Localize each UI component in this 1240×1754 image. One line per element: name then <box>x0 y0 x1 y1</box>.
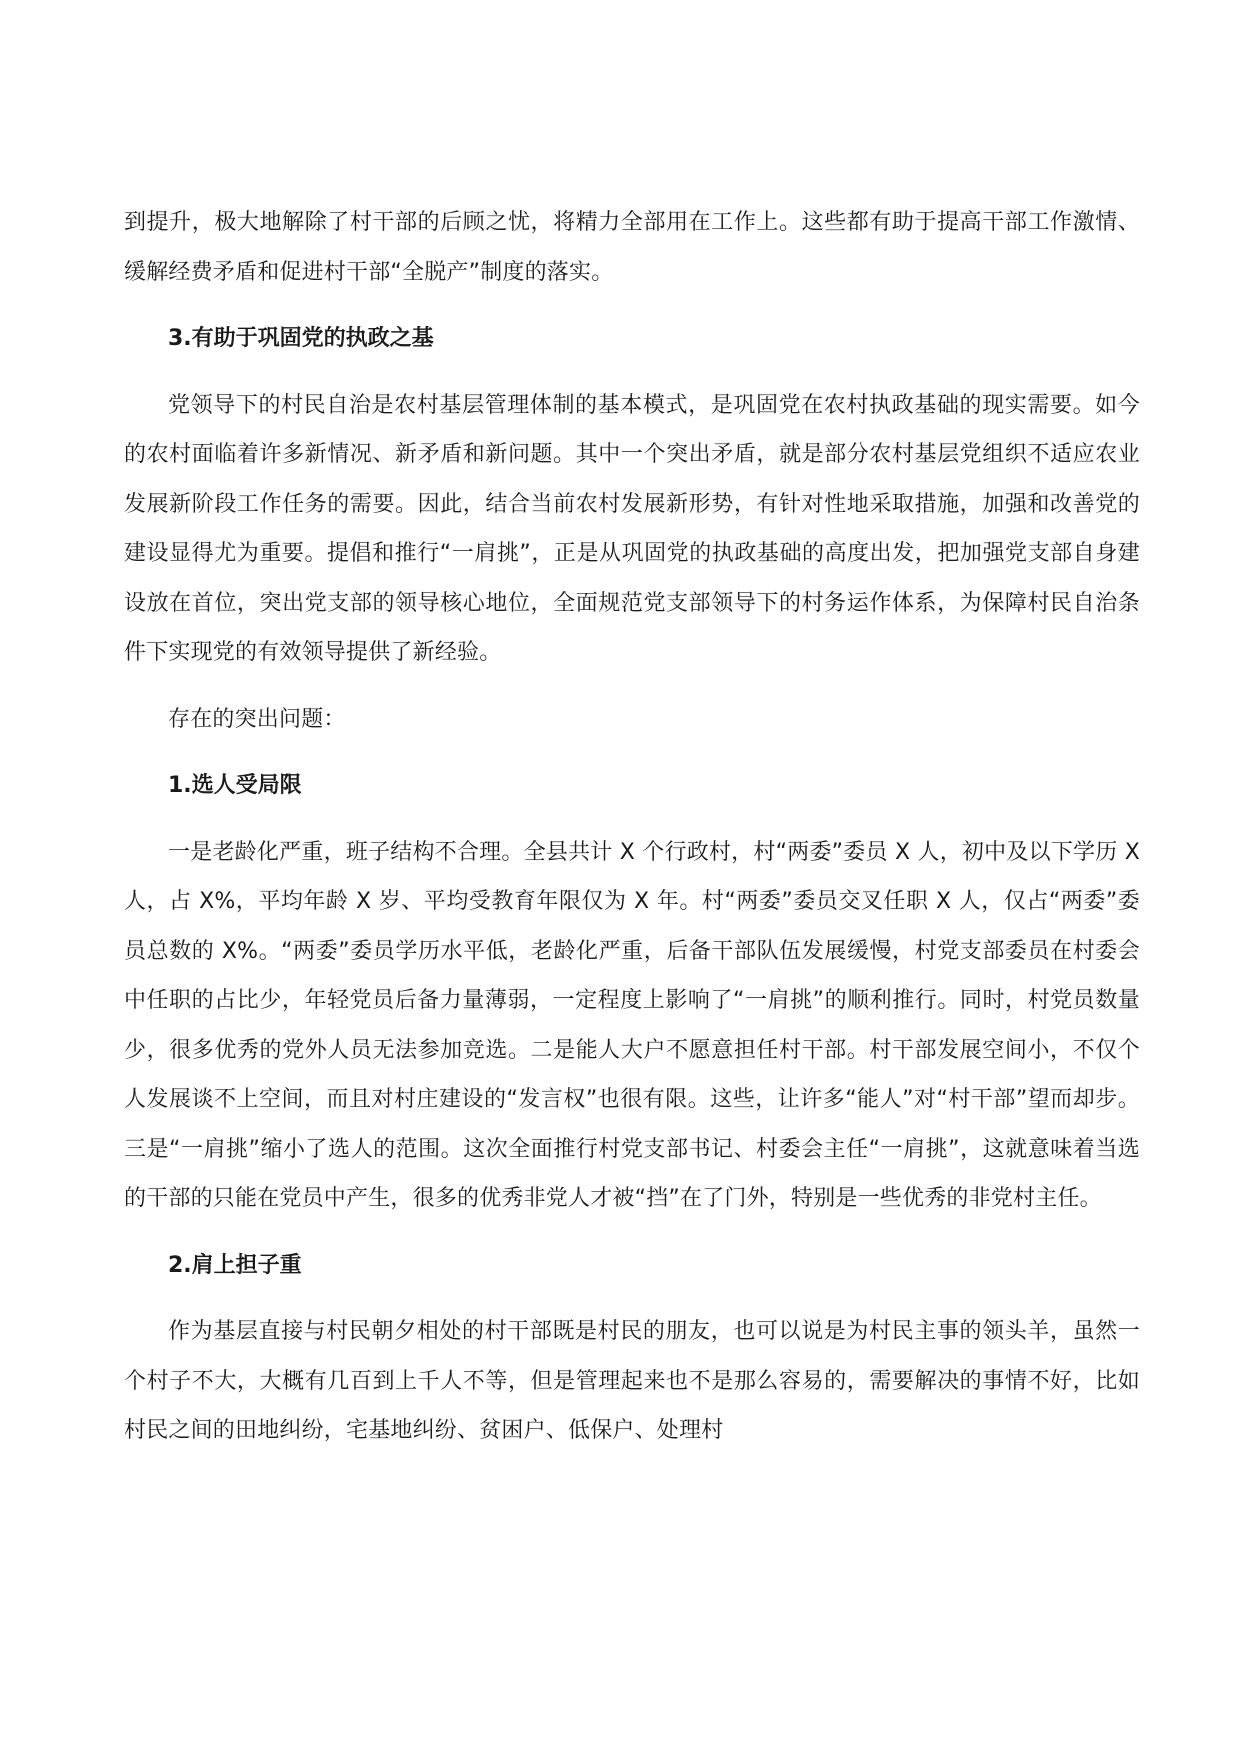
section-heading: 2.肩上担子重 <box>168 1252 302 1278</box>
paragraph-gap <box>124 744 1140 761</box>
paragraph-gap <box>124 811 1140 828</box>
paragraph-gap <box>124 1290 1140 1307</box>
body-paragraph: 一是老龄化严重，班子结构不合理。全县共计 X 个行政村，村“两委”委员 X 人，初中及以下学历 X 人，占 X%，平均年龄 X 岁、平均受教育年限仅为 X 年。村“两委”委员交叉任职 X 人，仅占“两委”委员总数的 X%。“两委”委员学历水平低，老龄化严重，后备干部队伍发展缓慢，村党支部委员在村委会中任职的占比少，年轻党员后备力量薄弱，一定程度上影响了“一肩挑”的顺利推行。同时，村党员数量少，很多优秀的党外人员无法参加竞选。二是能人大户不愿意担任村干部。村干部发展空间小，不仅个人发展谈不上空间，而且对村庄建设的“发言权”也很有限。这些，让许多“能人”对“村干部”望而却步。三是“一肩挑”缩小了选人的范围。这次全面推行村党支部书记、村委会主任“一肩挑”，这就意味着当选的干部的只能在党员中产生，很多的优秀非党人才被“挡”在了门外，特别是一些优秀的非党村主任。 <box>124 839 1140 1211</box>
section-heading: 1.选人受局限 <box>168 773 302 798</box>
paragraph-gap <box>124 364 1140 381</box>
paragraph-gap <box>124 678 1140 695</box>
body-paragraph: 党领导下的村民自治是农村基层管理体制的基本模式，是巩固党在农村执政基础的现实需要。如今的农村面临着许多新情况、新矛盾和新问题。其中一个突出矛盾，就是部分农村基层党组织不适应农业发展新阶段工作任务的需要。因此，结合当前农村发展新形势，有针对性地采取措施，加强和改善党的建设显得尤为重要。提倡和推行“一肩挑”，正是从巩固党的执政基础的高度出发，把加强党支部自身建设放在首位，突出党支部的领导核心地位，全面规范党支部领导下的村务运作体系，为保障村民自治条件下实现党的有效领导提供了新经验。 <box>124 392 1140 665</box>
document-page <box>124 198 1140 1456</box>
paragraph-gap <box>124 297 1140 314</box>
section-heading: 3.有助于巩固党的执政之基 <box>168 326 434 351</box>
body-paragraph: 到提升，极大地解除了村干部的后顾之忧，将精力全部用在工作上。这些都有助于提高干部工作激情、缓解经费矛盾和促进村干部“全脱产”制度的落实。 <box>124 210 1140 285</box>
paragraph-gap <box>124 1224 1140 1241</box>
body-paragraph: 作为基层直接与村民朝夕相处的村干部既是村民的朋友，也可以说是为村民主事的领头羊，虽然一个村子不大，大概有几百到上千人不等，但是管理起来也不是那么容易的，需要解决的事情不好，比如村民之间的田地纠纷，宅基地纠纷、贫困户、低保户、处理村 <box>124 1319 1140 1443</box>
body-paragraph: 存在的突出问题： <box>168 706 346 732</box>
